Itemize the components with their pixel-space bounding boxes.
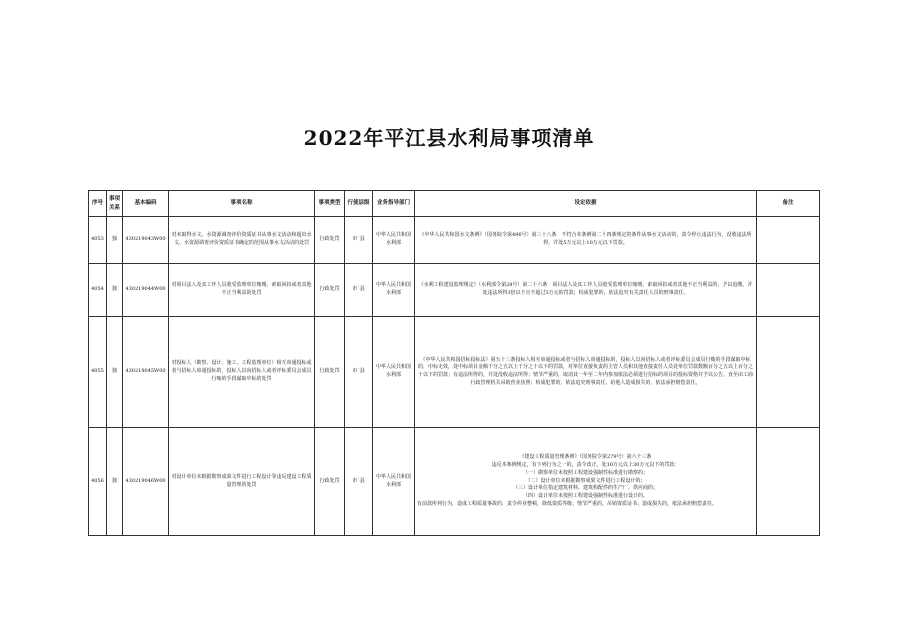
basis-line: （四）设计单位未按照工程建设强制性标准进行设计的。	[522, 493, 648, 500]
basis-line: （二）设计单位未根据勘察成果文件进行工程设计的；	[525, 477, 646, 484]
col-header-code: 基本编码	[123, 191, 169, 217]
table-row	[89, 428, 820, 536]
cell-name: 对项目法人及其工作人员收受监理单位贿赂、索取回扣或者其他不正当利益的处罚	[169, 264, 315, 317]
cell-note	[757, 317, 820, 428]
cell-dept: 中华人民共和国水利部	[373, 217, 415, 264]
basis-line: （三）设计单位指定建筑材料、建筑构配件的生产厂、供应商的；	[512, 485, 658, 492]
col-header-dept: 业务指导部门	[373, 191, 415, 217]
col-header-seq: 序号	[89, 191, 107, 217]
cell-name: 对投标人（勘察、设计、施工、工程监理单位）相互串通投标或者与招标人串通投标的，投标人以向招标人或者评标委员会成员行贿的手段谋取中标的处罚	[169, 317, 315, 428]
cell-basis	[415, 217, 757, 264]
cell-note	[757, 428, 820, 536]
cell-name: 对未取得水文、水资源调查评价资质证书从事水文活动和超出水文、水资源调查评价资质证书确定的范围从事水文活动的处罚	[169, 217, 315, 264]
basis-line: 违反本条例规定，有下列行为之一的，责令改正，处10万元以上30万元以下的罚款：	[491, 462, 680, 469]
cell-basis	[415, 428, 757, 536]
basis-line: （一）勘察单位未按照工程建设强制性标准进行勘察的；	[522, 469, 648, 476]
col-header-name: 事项名称	[169, 191, 315, 217]
basis-line: 有前款所列行为，造成工程质量事故的，责令停业整顿，降低资质等级；情节严重的，吊销资质证书；造成损失的，依法承担赔偿责任。	[417, 500, 718, 507]
cell-code: 430219046W00	[123, 428, 169, 536]
col-header-note: 备注	[757, 191, 820, 217]
cell-seq: 4055	[89, 317, 107, 428]
basis-line: 《中华人民共和国招标投标法》第五十三条投标人相互串通投标或者与招标人串通投标的，投标人以向招标人或者评标委员会成员行贿的手段谋取中标的，中标无效，处中标项目金额千分之五以上千分之十以下的罚款，对单位直接负责的主管人员和其他直接责任人员处单位罚款数额百分之五以上百分之十以下的罚款；有违法所得的，并处没收违法所得；情节严重的，取消其一年至二年内参加依法必须进行招标的项目的投标资格并予以公告，直至由工商行政管理机关吊销营业执照；构成犯罪的，依法追究刑事责任。给他人造成损失的，依法承担赔偿责任。	[417, 356, 753, 386]
matters-table	[88, 190, 820, 536]
cell-level: 市`县	[345, 428, 373, 536]
cell-dept: 中华人民共和国水利部	[373, 428, 415, 536]
table-row	[89, 217, 820, 264]
cell-note	[757, 217, 820, 264]
cell-relation: 独	[107, 264, 123, 317]
cell-seq: 4054	[89, 264, 107, 317]
cell-dept: 中华人民共和国水利部	[373, 317, 415, 428]
basis-line: 《建设工程质量管理条例》（国务院令第279号）第六十三条	[519, 454, 652, 461]
col-header-relation: 事项关系	[107, 191, 123, 217]
cell-type: 行政处罚	[315, 264, 345, 317]
cell-name: 对设计单位未根据勘察成果文件进行工程设计等违反建设工程质量管理的处罚	[169, 428, 315, 536]
cell-relation: 独	[107, 428, 123, 536]
cell-note	[757, 264, 820, 317]
cell-basis	[415, 264, 757, 317]
col-header-type: 事项类型	[315, 191, 345, 217]
basis-line: 《中华人民共和国水文条例》（国务院令第496号）第三十八条 不符合本条例第二十四条规定的条件从事水文活动的，责令停止违法行为，没收违法所得，并处5万元以上10万元以下罚款。	[419, 232, 752, 246]
table-header-row	[89, 191, 820, 217]
cell-relation: 独	[107, 217, 123, 264]
cell-level: 市`县	[345, 217, 373, 264]
col-header-level: 行使层级	[345, 191, 373, 217]
cell-basis	[415, 317, 757, 428]
cell-code: 430219045W00	[123, 317, 169, 428]
cell-seq: 4053	[89, 217, 107, 264]
cell-level: 市`县	[345, 264, 373, 317]
basis-line: 《水利工程建设监理规定》（水利部令第28号）第二十六条 项目法人及其工作人员收受监理单位贿赂、索取回扣或者其他不正当利益的，予以追缴，并处违法所得3倍以下且不超过3万元的罚款；构成犯罪的，依法追究有关责任人员的刑事责任。	[418, 282, 753, 296]
col-header-basis: 设定依据	[415, 191, 757, 217]
cell-type: 行政处罚	[315, 428, 345, 536]
table-row	[89, 317, 820, 428]
table-row	[89, 264, 820, 317]
cell-type: 行政处罚	[315, 217, 345, 264]
cell-level: 市`县	[345, 317, 373, 428]
cell-code: 430219044W00	[123, 264, 169, 317]
cell-type: 行政处罚	[315, 317, 345, 428]
cell-relation: 独	[107, 317, 123, 428]
page-title: 2022年平江县水利局事项清单	[303, 126, 595, 150]
cell-seq: 4056	[89, 428, 107, 536]
cell-code: 430219043W00	[123, 217, 169, 264]
cell-dept: 中华人民共和国水利部	[373, 264, 415, 317]
